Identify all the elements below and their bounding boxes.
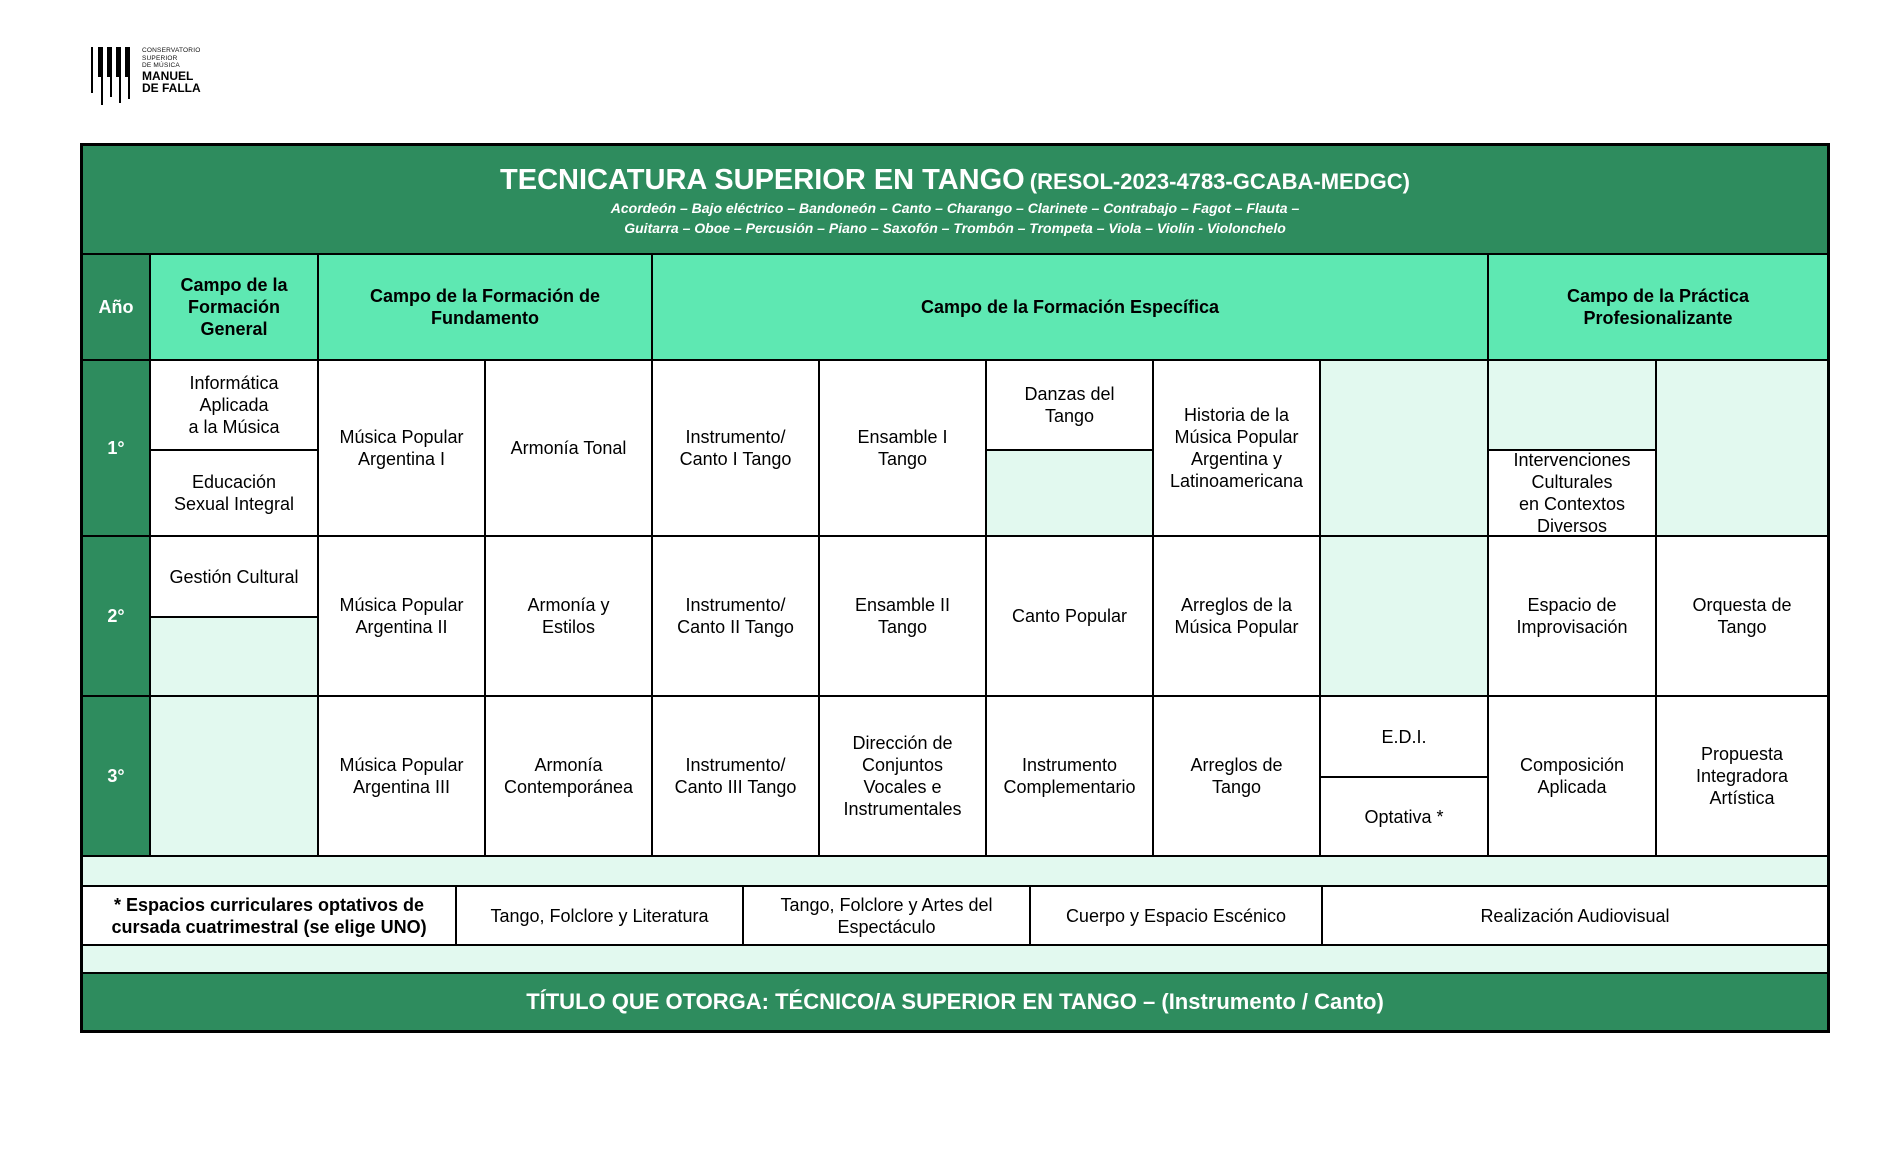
year-2-esp-2: Ensamble II Tango (820, 537, 985, 695)
year-2-esp-1: Instrumento/ Canto II Tango (653, 537, 818, 695)
year-2-esp-3: Canto Popular (987, 537, 1152, 695)
year-3-esp-2: Dirección de Conjuntos Vocales e Instrumentales (820, 697, 985, 855)
year-2-label: 2° (83, 537, 149, 695)
column-header-practica: Campo de la Práctica Profesionalizante (1489, 255, 1827, 359)
optativo-1: Tango, Folclore y Literatura (457, 887, 742, 944)
column-header-especifica: Campo de la Formación Específica (653, 255, 1487, 359)
year-3-esp-5b: Optativa * (1321, 778, 1487, 855)
year-2-prac-2: Orquesta de Tango (1657, 537, 1827, 695)
logo-line-3: DE MÚSICA (142, 62, 180, 69)
year-1-esp-2: Ensamble I Tango (820, 361, 985, 535)
year-1-general-a: Informática Aplicada a la Música (151, 361, 317, 449)
year-3-esp-3: Instrumento Complementario (987, 697, 1152, 855)
year-3-prac-2: Propuesta Integradora Artística (1657, 697, 1827, 855)
header-title: TECNICATURA SUPERIOR EN TANGO (500, 163, 1025, 196)
year-1-esp-4: Historia de la Música Popular Argentina y Latinoamericana (1154, 361, 1319, 535)
year-2-fund-1: Música Popular Argentina II (319, 537, 484, 695)
logo-text (142, 47, 201, 95)
conservatorio-logo (90, 45, 230, 110)
year-1-prac-1a-empty (1489, 361, 1655, 449)
logo-line-1: CONSERVATORIO (142, 47, 201, 54)
table-header (83, 146, 1827, 253)
year-1-prac-1b: Intervenciones Culturales en Contextos Diversos (1489, 451, 1655, 535)
spacer-row-2 (83, 946, 1827, 972)
year-3-fund-1: Música Popular Argentina III (319, 697, 484, 855)
optativo-2: Tango, Folclore y Artes del Espectáculo (744, 887, 1029, 944)
year-1-esp-3a: Danzas del Tango (987, 361, 1152, 449)
logo-line-2: SUPERIOR (142, 54, 178, 62)
header-title-line (500, 162, 1410, 198)
optativo-3: Cuerpo y Espacio Escénico (1031, 887, 1321, 944)
logo-name-line-2: DE FALLA (142, 81, 201, 95)
column-header-year: Año (83, 255, 149, 359)
year-1-fund-1: Música Popular Argentina I (319, 361, 484, 535)
year-1-esp-1: Instrumento/ Canto I Tango (653, 361, 818, 535)
instruments-line-1: Acordeón – Bajo eléctrico – Bandoneón – Canto – Charango – Clarinete – Contrabajo – Fagot – Flauta – (610, 199, 1300, 216)
year-3-esp-1: Instrumento/ Canto III Tango (653, 697, 818, 855)
curriculum-table (80, 143, 1830, 1033)
year-2-prac-1: Espacio de Improvisación (1489, 537, 1655, 695)
year-2-fund-2: Armonía y Estilos (486, 537, 651, 695)
spacer-row-1 (83, 857, 1827, 885)
year-2-general-a: Gestión Cultural (151, 537, 317, 616)
year-2-esp-4: Arreglos de la Música Popular (1154, 537, 1319, 695)
year-1-fund-2: Armonía Tonal (486, 361, 651, 535)
instruments-line-2: Guitarra – Oboe – Percusión – Piano – Saxofón – Trombón – Trompeta – Viola – Violín - Violonchelo (624, 219, 1286, 236)
optativos-label: * Espacios curriculares optativos de cursada cuatrimestral (se elige UNO) (83, 887, 455, 944)
year-3-fund-2: Armonía Contemporánea (486, 697, 651, 855)
year-3-general-empty (151, 697, 317, 855)
optativo-4: Realización Audiovisual (1323, 887, 1827, 944)
year-1-esp-3b-empty (987, 451, 1152, 535)
year-1-general-b: Educación Sexual Integral (151, 451, 317, 535)
year-2-esp-5-empty (1321, 537, 1487, 695)
piano-keys-icon (90, 45, 136, 110)
year-1-esp-5-empty (1321, 361, 1487, 535)
year-3-esp-4: Arreglos de Tango (1154, 697, 1319, 855)
column-header-fundamento: Campo de la Formación de Fundamento (319, 255, 651, 359)
degree-title: TÍTULO QUE OTORGA: TÉCNICO/A SUPERIOR EN TANGO – (Instrumento / Canto) (83, 974, 1827, 1030)
year-1-label: 1° (83, 361, 149, 535)
logo-name-line-1: MANUEL (142, 68, 194, 83)
year-1-prac-2-empty (1657, 361, 1827, 535)
year-2-general-b-empty (151, 618, 317, 695)
year-3-esp-5a: E.D.I. (1321, 697, 1487, 776)
year-3-prac-1: Composición Aplicada (1489, 697, 1655, 855)
column-header-general: Campo de la Formación General (151, 255, 317, 359)
year-3-label: 3° (83, 697, 149, 855)
header-resolution: (RESOL-2023-4783-GCABA-MEDGC) (1029, 168, 1410, 194)
